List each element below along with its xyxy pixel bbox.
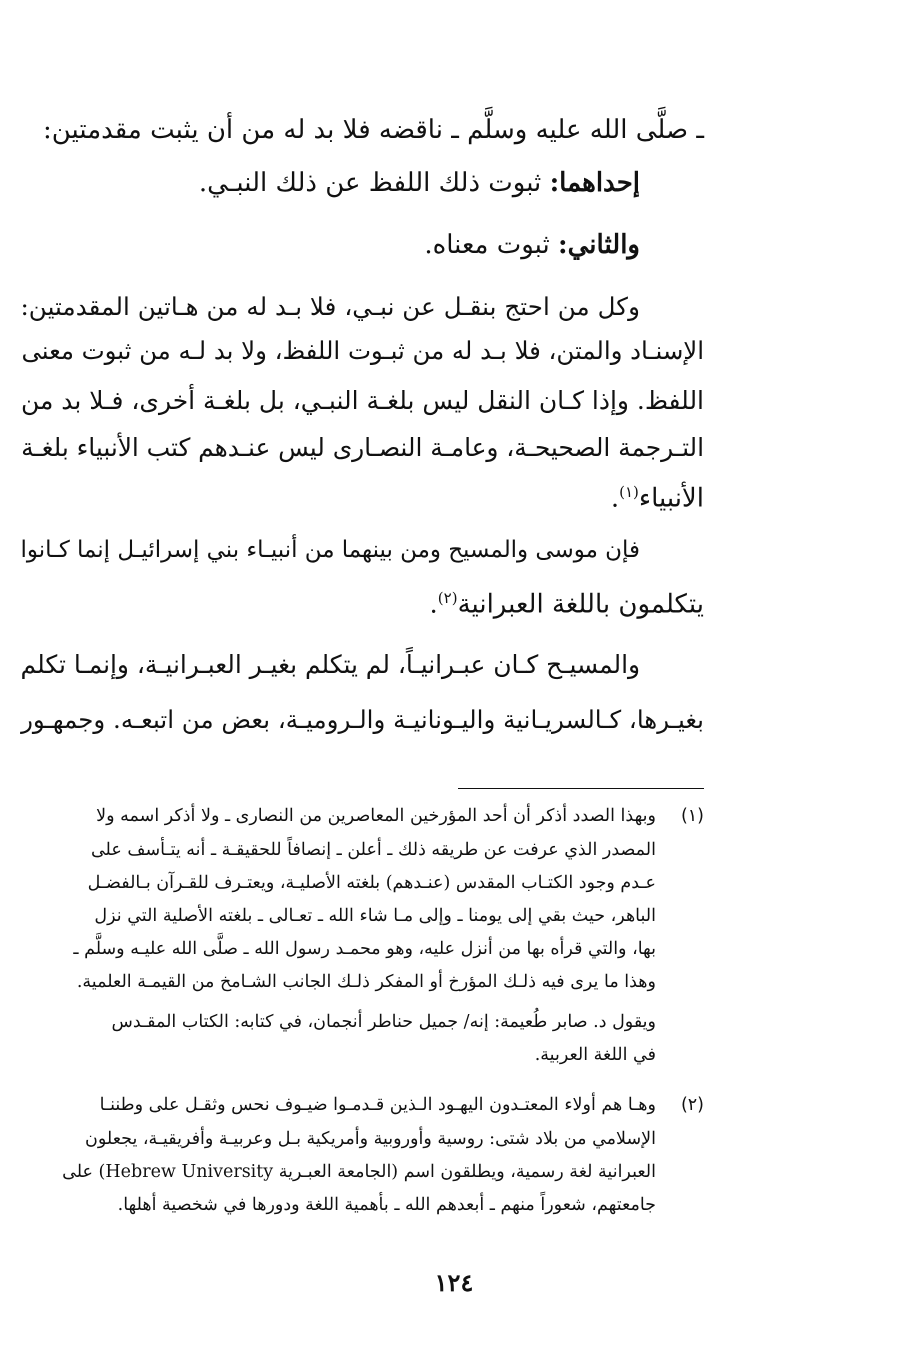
page-number: ١٢٤: [434, 1268, 474, 1297]
footnote-1-line-8: في اللغة العربية.: [534, 1045, 656, 1065]
paragraph-5-line-2-end: .: [429, 589, 438, 620]
paragraph-5-line-1: فإن موسى والمسيح ومن بينهما من أنبيـاء بني إسرائيـل إنما كـانوا: [20, 537, 640, 563]
paragraph-4-line-5-end: .: [610, 483, 620, 514]
paragraph-6-line-1: والمسيـح كـان عبـرانيـاً، لم يتكلم بغيـر العبـرانيـة، وإنمـا تكلم: [20, 650, 640, 679]
second-premise-text: ثبوت معناه.: [424, 230, 559, 260]
paragraph-4-line-1: وكل من احتج بنقـل عن نبـي، فلا بـد له من هـاتين المقدمتين:: [20, 292, 640, 321]
paragraph-5-line-2: [430, 578, 704, 625]
footnote-2-line-1: وهـا هم أولاء المعتـدون اليهـود الـذين قـدمـوا ضيـوف نحس وثقـل على وطننـا: [99, 1095, 656, 1115]
paragraph-4-line-3: اللفظ. وإذا كـان النقل ليس بلغـة النبـي، بل بلغـة أخرى، فـلا بد من: [20, 386, 704, 415]
paragraph-6-line-2: بغيـرها، كـالسريـانية واليـونانيـة والـروميـة، بعض من اتبعـه. وجمهـور: [21, 705, 704, 734]
second-premise-label: والثاني:: [558, 230, 640, 260]
paragraph-4-line-5-text: الأنبياء: [638, 483, 704, 514]
paragraph-4-line-4: التـرجمة الصحيحـة، وعامـة النصـارى ليس عنـدهم كتب الأنبياء بلغـة: [21, 433, 704, 462]
footnote-1-line-4: الباهر، حيث بقي إلى يومنا ـ وإلى مـا شاء الله ـ تعـالى ـ بلغته الأصلية التي نزل: [94, 906, 656, 926]
paragraph-4-line-5: [611, 472, 704, 519]
footnote-1-line-7: ويقول د. صابر طُعيمة: إنه/ جميل حناطر أنجمان، في كتابه: الكتاب المقـدس: [111, 1012, 656, 1032]
footnote-separator: [458, 788, 704, 789]
paragraph-5-line-2-text: يتكلمون باللغة العبرانية: [457, 589, 704, 620]
footnote-2-line-2: الإسلامي من بلاد شتى: روسية وأوروبية وأمريكية بـل وعربيـة وأفريقيـة، يجعلون: [85, 1129, 656, 1149]
footnote-1-line-5: بها، والتي قرأه بها من أنزل عليه، وهو محمـد رسول الله ـ صلَّى الله عليـه وسلَّم ـ: [73, 939, 656, 959]
first-premise-text: ثبوت ذلك اللفظ عن ذلك النبـي.: [198, 168, 550, 198]
paragraph-second-premise: [424, 225, 640, 265]
footnote-ref-1[interactable]: (١): [619, 483, 639, 501]
paragraph-first-premise: [199, 163, 640, 203]
footnote-2-marker: (٢): [680, 1095, 704, 1115]
footnote-ref-2[interactable]: (٢): [437, 589, 458, 607]
footnote-1-line-6: وهذا ما يرى فيه ذلـك المؤرخ أو المفكر ذلـك الجانب الشـامخ من القيمـة العلمية.: [76, 972, 656, 992]
footnote-1-line-2: المصدر الذي عرفت عن طريقه ذلك ـ أعلن ـ إنصافاً للحقيقـة ـ أنه يتـأسف على: [90, 840, 656, 860]
footnote-1-marker: (١): [680, 806, 704, 826]
footnote-1-line-1: وبهذا الصدد أذكر أن أحد المؤرخين المعاصرين من النصارى ـ ولا أذكر اسمه ولا: [96, 806, 656, 826]
first-premise-label: إحداهما:: [549, 168, 640, 198]
footnote-2-line-4: جامعتهم، شعوراً منهم ـ أبعدهم الله ـ بأهمية اللغة ودورها في شخصية أهلها.: [117, 1195, 656, 1215]
footnote-2-line-3: العبرانية لغة رسمية، ويطلقون اسم (الجامعة العبـرية Hebrew University) على: [62, 1162, 656, 1182]
body-line-1: ـ صلَّى الله عليه وسلَّم ـ ناقضه فلا بد له من أن يثبت مقدمتين:: [42, 115, 704, 145]
paragraph-4-line-2: الإسنـاد والمتن، فلا بـد له من ثبـوت اللفظ، ولا بد لـه من ثبوت معنى: [21, 336, 704, 365]
footnote-1-line-3: عـدم وجود الكتـاب المقدس (عنـدهم) بلغته الأصليـة، ويعتـرف للقـرآن بـالفضـل: [87, 873, 656, 893]
